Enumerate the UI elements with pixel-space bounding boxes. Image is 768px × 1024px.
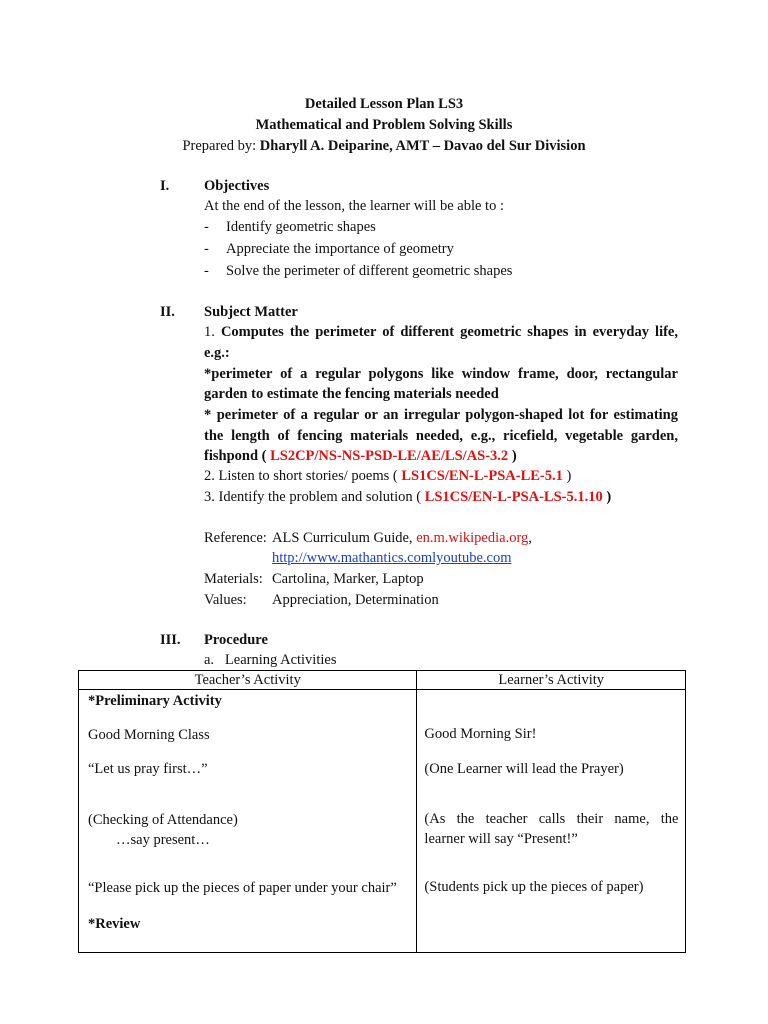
subject-item1-line: * perimeter of a regular or an irregular polygon-shaped lot for estimating [204, 407, 678, 423]
learning-activities-subheading: a. Learning Activities [204, 652, 337, 668]
subject-item1-line: the length of fencing materials needed, e.g., ricefield, vegetable garden, [204, 428, 678, 444]
subject-item2: 2. Listen to short stories/ poems ( LS1CS/EN-L-PSA-LE-5.1 ) [204, 468, 572, 484]
table-row [79, 690, 686, 953]
learner-line: (One Learner will lead the Prayer) [424, 761, 624, 777]
teacher-activity-cell [79, 690, 417, 953]
activities-table [78, 670, 686, 953]
subject-number: II. [160, 304, 175, 320]
teacher-line: …say present… [116, 832, 210, 848]
wikipedia-link[interactable]: en.m.wikipedia.org [416, 530, 529, 546]
learner-line: Good Morning Sir! [424, 726, 537, 742]
competency-code: LS1CS/EN-L-PSA-LS-5.1.10 [424, 489, 603, 505]
teacher-line: (Checking of Attendance) [88, 812, 238, 828]
subject-item1-line: e.g.: [204, 345, 230, 361]
reference-label: Reference: [204, 530, 267, 546]
learner-activity-header: Learner’s Activity [417, 671, 686, 690]
teacher-line: “Please pick up the pieces of paper under your chair” [88, 880, 397, 896]
materials-value: Cartolina, Marker, Laptop [272, 571, 424, 587]
subject-item3: 3. Identify the problem and solution ( LS1CS/EN-L-PSA-LS-5.1.10 ) [204, 489, 612, 505]
values-label: Values: [204, 592, 247, 608]
objectives-number: I. [160, 178, 170, 194]
objective-item: - Appreciate the importance of geometry [204, 241, 454, 257]
subject-item1-line: *perimeter of a regular polygons like window frame, door, rectangular [204, 366, 678, 382]
materials-label: Materials: [204, 571, 263, 587]
teacher-line: “Let us pray first…” [88, 761, 208, 777]
subject-item1-last: fishpond ( LS2CP/NS-NS-PSD-LE/AE/LS/AS-3.2 ) [204, 448, 517, 464]
objectives-intro: At the end of the lesson, the learner will be able to : [204, 198, 504, 214]
teacher-line: *Preliminary Activity [88, 693, 222, 709]
teacher-activity-header: Teacher’s Activity [79, 671, 417, 690]
mathantics-link-row [272, 550, 511, 567]
learner-line: learner will say “Present!” [424, 831, 578, 847]
prepared-by-line [0, 138, 768, 155]
document-title: Detailed Lesson Plan LS3 [304, 96, 464, 112]
subject-item1-line: garden to estimate the fencing materials needed [204, 386, 499, 402]
competency-code: LS2CP/NS-NS-PSD-LE/AE/LS/AS-3.2 [270, 448, 509, 464]
teacher-line: *Review [88, 916, 141, 932]
subject-item1-line: 1. Computes the perimeter of different geometric shapes in everyday life, [204, 324, 678, 340]
prepared-by-label: Prepared by: [182, 138, 257, 154]
objective-item: - Identify geometric shapes [204, 219, 376, 235]
document-subtitle: Mathematical and Problem Solving Skills [255, 117, 513, 133]
mathantics-link[interactable]: http://www.mathantics.comlyoutube.com [272, 550, 512, 566]
teacher-line: Good Morning Class [88, 727, 210, 743]
reference-value: ALS Curriculum Guide, en.m.wikipedia.org, [272, 530, 532, 546]
table-header-row [79, 671, 686, 690]
values-value: Appreciation, Determination [272, 592, 439, 608]
subject-heading: Subject Matter [204, 304, 298, 320]
learner-line: (Students pick up the pieces of paper) [424, 879, 644, 895]
prepared-by-name: Dharyll A. Deiparine, AMT – Davao del Sur Division [259, 138, 586, 154]
learner-line: (As the teacher calls their name, the [424, 811, 679, 827]
competency-code: LS1CS/EN-L-PSA-LE-5.1 [401, 468, 563, 484]
objective-item: - Solve the perimeter of different geometric shapes [204, 263, 513, 279]
objectives-heading: Objectives [204, 178, 270, 194]
procedure-heading: Procedure [204, 632, 268, 648]
procedure-number: III. [160, 632, 181, 648]
learner-activity-cell [417, 690, 686, 953]
